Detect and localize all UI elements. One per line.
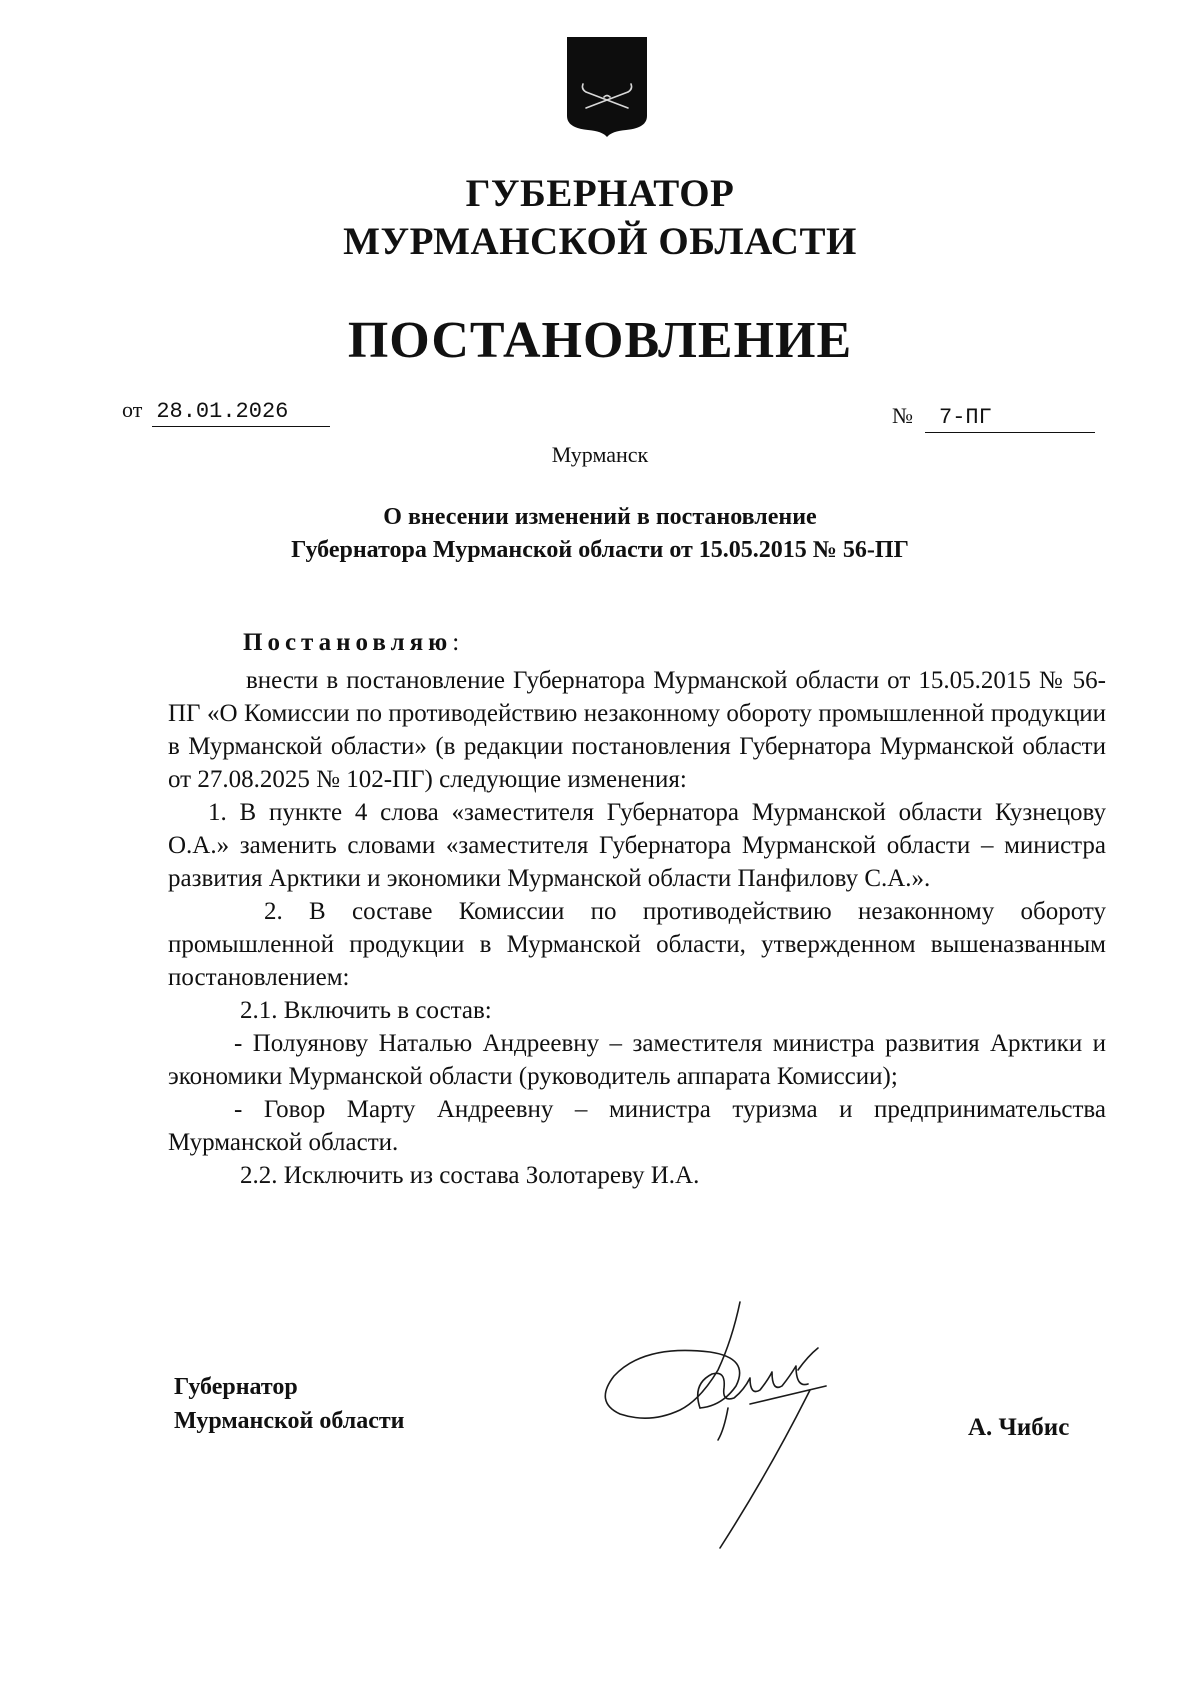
paragraph-include-poluyanova: - Полуянову Наталью Андреевну – заместителя министра развития Арктики и экономики Мурманской области (руководитель аппарата Комиссии);	[168, 1030, 1106, 1090]
date-value: 28.01.2026	[152, 398, 330, 427]
document-type-title: ПОСТАНОВЛЕНИЕ	[347, 312, 853, 369]
paragraph-item-2-2: 2.2. Исключить из состава Золотареву И.А.	[240, 1162, 700, 1189]
document-date	[122, 396, 330, 427]
decree-word	[243, 628, 459, 658]
signatory-title-line2: Мурманской области	[174, 1408, 405, 1434]
paragraph-include-govor: - Говор Марту Андреевну – министра туризма и предпринимательства Мурманской области.	[168, 1096, 1106, 1156]
authority-title-line2: МУРМАНСКОЙ ОБЛАСТИ	[343, 220, 857, 263]
coat-of-arms-emblem	[566, 36, 648, 138]
date-prefix: от	[122, 397, 143, 422]
number-value: 7-ПГ	[925, 404, 1095, 433]
signatory-name: А. Чибис	[968, 1414, 1070, 1441]
city: Мурманск	[551, 442, 649, 467]
signatory-title	[174, 1370, 404, 1438]
paragraph-item-2-1: 2.1. Включить в состав:	[240, 997, 492, 1024]
signatory-title-line1: Губернатор	[174, 1374, 298, 1400]
paragraph-item-2: 2. В составе Комиссии по противодействию незаконному обороту промышленной продукции в Мурманской области, утвержденном вышеназванным постановлением:	[168, 898, 1106, 991]
authority-title-line1: ГУБЕРНАТОР	[465, 172, 735, 215]
paragraph-intro: внести в постановление Губернатора Мурманской области от 15.05.2015 № 56-ПГ «О Комиссии по противодействию незаконному обороту промышленной продукции в Мурманской области» (в редакции постановления Губернатора Мурманской области от 27.08.2025 № 102-ПГ) следующие изменения:	[168, 667, 1106, 793]
decree-word-text: Постановляю	[243, 629, 453, 656]
subject-line2: Губернатора Мурманской области от 15.05.2015 № 56-ПГ	[291, 537, 909, 563]
decree-colon: :	[452, 629, 460, 656]
subject-line1: О внесении изменений в постановление	[383, 504, 817, 530]
document-number	[892, 402, 1095, 433]
handwritten-signature	[600, 1300, 900, 1550]
number-prefix: №	[892, 403, 913, 428]
decree-body	[168, 664, 1106, 1192]
paragraph-item-1: 1. В пункте 4 слова «заместителя Губернатора Мурманской области Кузнецову О.А.» заменить словами «заместителя Губернатора Мурманской области – министра развития Арктики и экономики Мурманской области Панфилову С.А.».	[168, 799, 1106, 892]
